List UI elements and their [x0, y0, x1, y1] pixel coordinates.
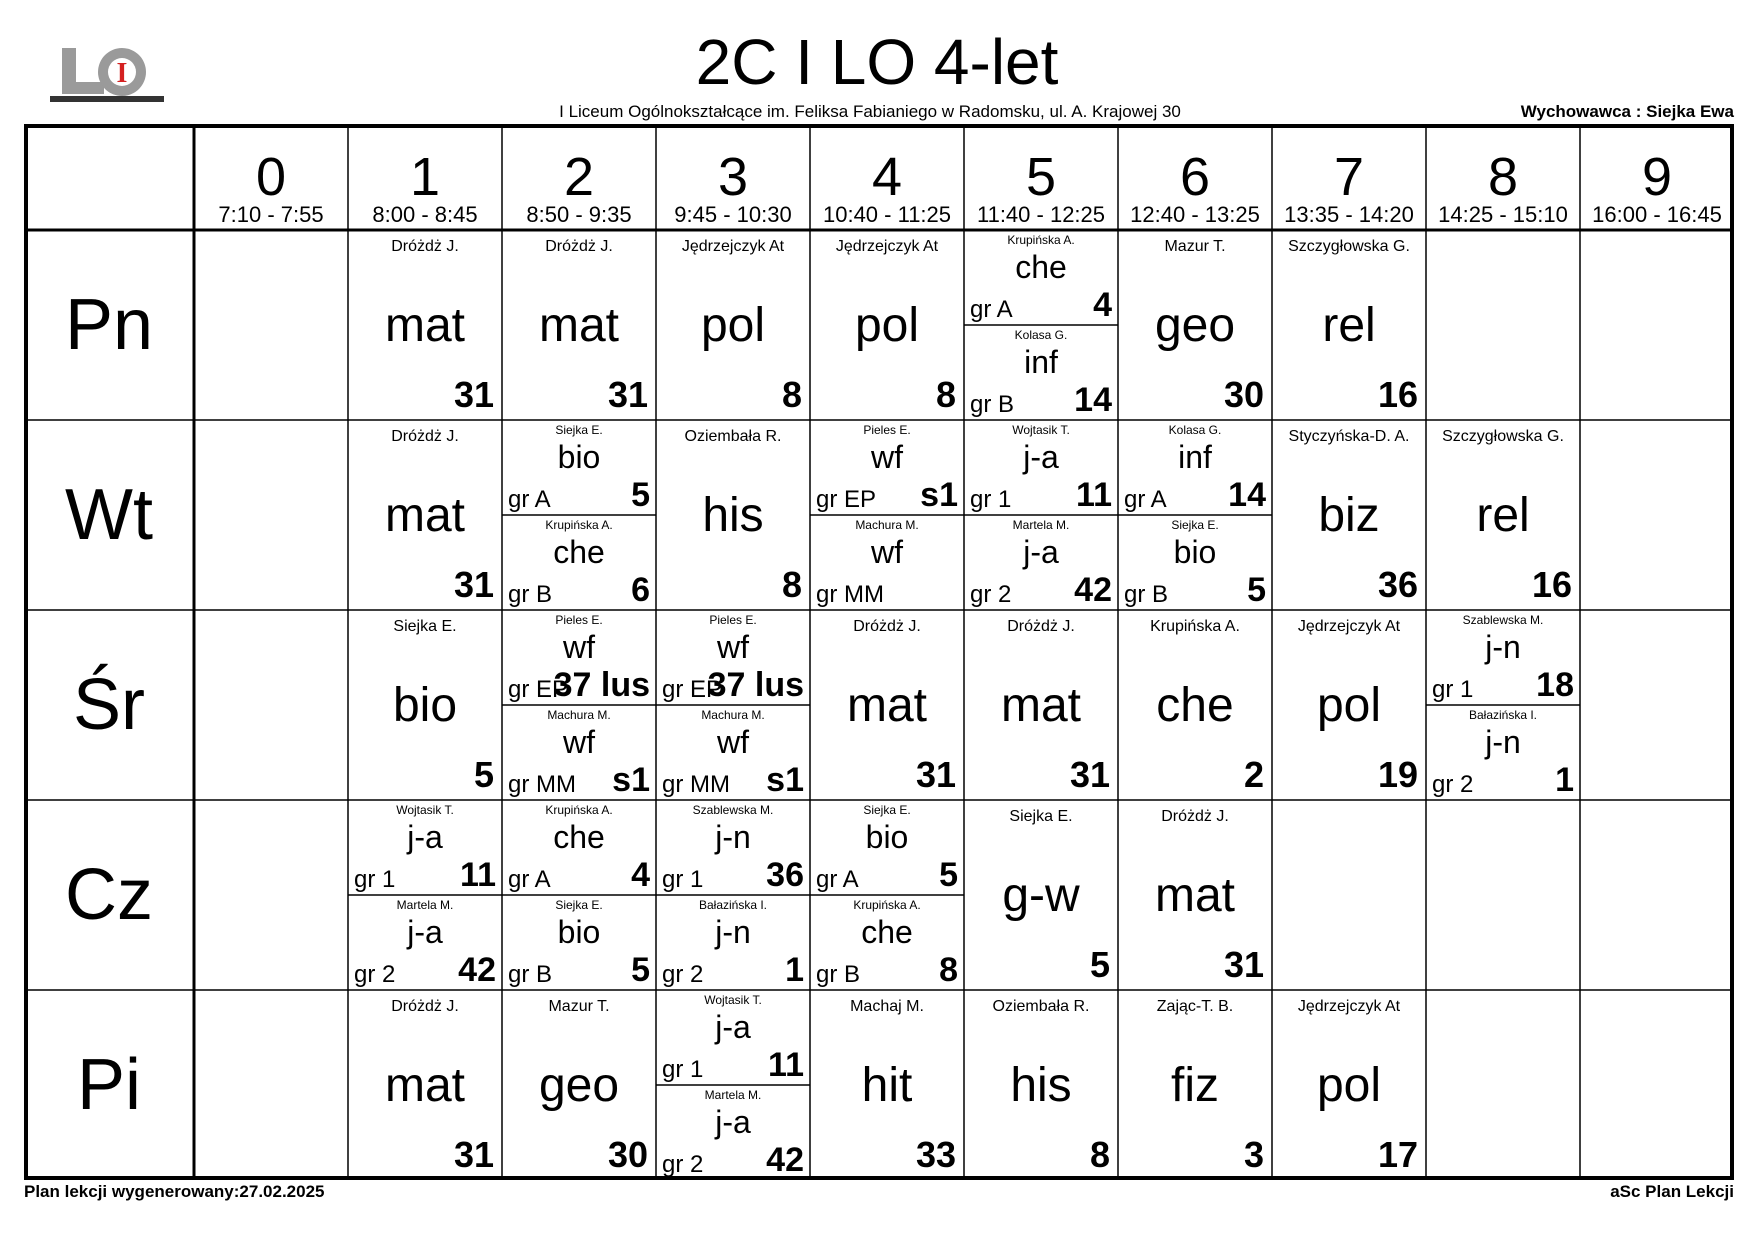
lesson-room: 36: [766, 856, 804, 894]
lesson-cell: [656, 420, 810, 610]
lesson-teacher: Pieles E.: [709, 613, 757, 627]
lesson-subject: wf: [871, 439, 903, 475]
lesson-subject: wf: [717, 724, 749, 760]
period-number: 7: [1333, 147, 1365, 207]
lesson-subject: pol: [700, 299, 766, 352]
period-time: 8:50 - 9:35: [526, 202, 632, 227]
lesson-subject: bio: [557, 914, 601, 950]
lesson-cell: [964, 990, 1118, 1180]
lesson-teacher: Siejka E.: [555, 423, 603, 437]
lesson-teacher: Dróżdż J.: [391, 998, 459, 1015]
lesson-room: 11: [460, 856, 496, 894]
lesson-teacher: Machura M.: [855, 518, 919, 532]
lesson-group-cell: [964, 515, 1118, 610]
day-label: Cz: [65, 855, 153, 935]
lesson-room: 5: [473, 754, 494, 795]
lesson-subject: rel: [1476, 489, 1530, 542]
lesson-teacher: Wojtasik T.: [396, 803, 454, 817]
lesson-room: 5: [631, 476, 650, 514]
lesson-group: gr 1: [970, 486, 1012, 513]
lesson-room: 42: [458, 951, 496, 989]
lesson-teacher: Krupińska A.: [853, 898, 921, 912]
lesson-teacher: Oziembała R.: [992, 998, 1090, 1015]
lesson-group: gr 1: [662, 866, 704, 893]
period-number: 6: [1179, 147, 1211, 207]
lesson-group-cell: [502, 705, 656, 800]
lesson-teacher: Oziembała R.: [684, 428, 782, 445]
lesson-group: gr MM: [662, 771, 730, 798]
lesson-subject: j-a: [1023, 439, 1059, 475]
lesson-room: 3: [1243, 1134, 1264, 1175]
lesson-room: 4: [631, 856, 650, 894]
lesson-group-cell: [502, 895, 656, 990]
timetable-grid: [24, 124, 1734, 1180]
lesson-teacher: Jędrzejczyk At: [1297, 998, 1401, 1015]
period-header: [502, 124, 656, 230]
lesson-room: 31: [607, 374, 648, 415]
lesson-room: s1: [612, 761, 650, 799]
lesson-teacher: Mazur T.: [548, 998, 610, 1015]
lesson-subject: mat: [1000, 679, 1081, 732]
lesson-room: 33: [915, 1134, 956, 1175]
lesson-cell: [964, 800, 1118, 990]
period-number: 2: [563, 147, 595, 207]
lesson-group-cell: [810, 800, 964, 895]
lesson-group: gr A: [1124, 486, 1167, 513]
lesson-room: 31: [915, 754, 956, 795]
lesson-room: 1: [785, 951, 804, 989]
lesson-teacher: Martela M.: [1012, 518, 1070, 532]
lesson-group: gr EP: [662, 676, 723, 703]
lesson-teacher: Dróżdż J.: [391, 428, 459, 445]
lesson-subject: che: [861, 914, 913, 950]
page-title: 2C I LO 4-let: [695, 26, 1059, 98]
lesson-group-cell: [656, 895, 810, 990]
lesson-teacher: Machura M.: [547, 708, 611, 722]
lesson-teacher: Krupińska A.: [1150, 618, 1240, 635]
lesson-group: gr A: [508, 866, 551, 893]
lesson-subject: fiz: [1171, 1059, 1219, 1112]
lesson-group-cell: [964, 230, 1118, 325]
period-time: 12:40 - 13:25: [1130, 202, 1260, 227]
lesson-room: 8: [939, 951, 958, 989]
day-label: Pn: [64, 285, 154, 365]
lesson-room: 42: [1074, 571, 1112, 609]
period-time: 7:10 - 7:55: [218, 202, 324, 227]
lesson-teacher: Dróżdż J.: [545, 238, 613, 255]
lesson-teacher: Siejka E.: [1009, 808, 1073, 825]
day-label: Pi: [76, 1045, 142, 1125]
lesson-teacher: Martela M.: [396, 898, 454, 912]
lesson-room: 16: [1531, 564, 1572, 605]
lesson-subject: hit: [861, 1059, 913, 1112]
lesson-group-cell: [502, 515, 656, 610]
lesson-room: 8: [781, 374, 802, 415]
lesson-subject: inf: [1178, 439, 1212, 475]
period-time: 11:40 - 12:25: [976, 202, 1106, 227]
lesson-teacher: Krupińska A.: [1007, 233, 1075, 247]
lesson-group: gr MM: [508, 771, 576, 798]
period-time: 8:00 - 8:45: [372, 202, 478, 227]
lesson-room: 1: [1555, 761, 1574, 799]
lesson-subject: wf: [717, 629, 749, 665]
lesson-teacher: Krupińska A.: [545, 518, 613, 532]
lesson-room: 5: [631, 951, 650, 989]
lesson-teacher: Siejka E.: [393, 618, 457, 635]
lesson-subject: j-a: [715, 1009, 751, 1045]
lesson-teacher: Kolasa G.: [1168, 423, 1222, 437]
lesson-subject: pol: [854, 299, 920, 352]
period-time: 9:45 - 10:30: [674, 202, 792, 227]
svg-text:I: I: [116, 58, 128, 89]
period-number: 9: [1641, 147, 1673, 207]
lesson-room: 5: [1247, 571, 1266, 609]
lesson-group-cell: [348, 800, 502, 895]
lesson-room: 5: [1089, 944, 1110, 985]
lesson-teacher: Jędrzejczyk At: [835, 238, 939, 255]
period-number: 8: [1487, 147, 1519, 207]
period-header: [964, 124, 1118, 230]
lesson-teacher: Pieles E.: [863, 423, 911, 437]
lesson-room: 11: [768, 1046, 804, 1084]
lesson-teacher: Szczygłowska G.: [1442, 428, 1564, 445]
lesson-room: 4: [1093, 286, 1112, 324]
lesson-group-cell: [810, 420, 964, 515]
lesson-room: 37 lus: [707, 666, 804, 704]
lesson-teacher: Dróżdż J.: [1007, 618, 1075, 635]
lesson-cell: [1272, 230, 1426, 420]
lesson-room: 36: [1377, 564, 1418, 605]
lesson-group-cell: [810, 895, 964, 990]
lesson-room: 17: [1377, 1134, 1418, 1175]
lesson-room: 6: [631, 571, 650, 609]
lesson-teacher: Krupińska A.: [545, 803, 613, 817]
lesson-subject: wf: [563, 629, 595, 665]
period-header: [194, 124, 348, 230]
lesson-teacher: Bałazińska I.: [1468, 708, 1538, 722]
lesson-group-cell: [810, 515, 964, 610]
period-time: 10:40 - 11:25: [822, 202, 952, 227]
lesson-group: gr 1: [354, 866, 396, 893]
lesson-cell: [1272, 610, 1426, 800]
lesson-group: gr A: [508, 486, 551, 513]
lesson-room: 42: [766, 1141, 804, 1179]
period-header: [1580, 124, 1734, 230]
lesson-group: gr B: [1124, 581, 1169, 608]
lesson-teacher: Szczygłowska G.: [1288, 238, 1410, 255]
lesson-group-cell: [656, 610, 810, 705]
lesson-room: s1: [766, 761, 804, 799]
period-header: [1272, 124, 1426, 230]
lesson-room: 31: [453, 564, 494, 605]
day-label: Wt: [65, 475, 153, 555]
lesson-subject: mat: [384, 299, 465, 352]
lesson-teacher: Wojtasik T.: [1012, 423, 1070, 437]
lesson-group: gr 2: [970, 581, 1012, 608]
lesson-subject: mat: [846, 679, 927, 732]
period-number: 4: [871, 147, 903, 207]
lesson-cell: [348, 230, 502, 420]
lesson-subject: his: [1010, 1059, 1072, 1112]
lesson-group: gr 2: [354, 961, 396, 988]
lesson-subject: biz: [1318, 489, 1380, 542]
period-number: 5: [1025, 147, 1057, 207]
lesson-room: 31: [1223, 944, 1264, 985]
lesson-subject: geo: [538, 1059, 620, 1112]
lesson-group: gr A: [816, 866, 859, 893]
day-label: Śr: [73, 665, 145, 745]
lesson-subject: mat: [384, 1059, 465, 1112]
lesson-group: gr B: [970, 391, 1015, 418]
period-header: [810, 124, 964, 230]
lesson-room: 31: [453, 374, 494, 415]
period-number: 3: [717, 147, 749, 207]
lesson-room: 5: [939, 856, 958, 894]
lesson-room: 30: [607, 1134, 648, 1175]
lesson-cell: [1118, 230, 1272, 420]
lesson-subject: pol: [1316, 679, 1382, 732]
lesson-subject: mat: [384, 489, 465, 542]
lesson-group-cell: [1118, 515, 1272, 610]
lesson-group-cell: [1118, 420, 1272, 515]
lesson-subject: j-a: [1023, 534, 1059, 570]
lesson-cell: [1118, 990, 1272, 1180]
lesson-subject: geo: [1154, 299, 1236, 352]
lesson-subject: j-n: [1485, 724, 1521, 760]
lesson-group-cell: [1426, 705, 1580, 800]
lesson-cell: [348, 990, 502, 1180]
lesson-group: gr B: [508, 581, 553, 608]
lesson-group: gr 1: [662, 1056, 704, 1083]
lesson-cell: [502, 230, 656, 420]
lesson-room: 8: [935, 374, 956, 415]
lesson-subject: bio: [392, 679, 458, 732]
lesson-teacher: Jędrzejczyk At: [681, 238, 785, 255]
lesson-room: 14: [1228, 476, 1266, 514]
lesson-teacher: Machura M.: [701, 708, 765, 722]
lesson-teacher: Szablewska M.: [692, 803, 774, 817]
lesson-group-cell: [964, 325, 1118, 420]
lesson-group: gr B: [816, 961, 861, 988]
lesson-room: 31: [453, 1134, 494, 1175]
lesson-cell: [810, 990, 964, 1180]
lesson-teacher: Bałazińska I.: [698, 898, 768, 912]
lesson-teacher: Zając-T. B.: [1156, 998, 1234, 1015]
lesson-cell: [1118, 610, 1272, 800]
period-time: 13:35 - 14:20: [1284, 202, 1414, 227]
lesson-group-cell: [502, 610, 656, 705]
period-header: [1426, 124, 1580, 230]
lesson-teacher: Dróżdż J.: [391, 238, 459, 255]
lesson-cell: [964, 610, 1118, 800]
lesson-subject: g-w: [1002, 869, 1080, 922]
lesson-cell: [810, 610, 964, 800]
lesson-room: 8: [1089, 1134, 1110, 1175]
lesson-room: 16: [1377, 374, 1418, 415]
lesson-cell: [502, 990, 656, 1180]
period-time: 14:25 - 15:10: [1438, 202, 1568, 227]
lesson-cell: [348, 610, 502, 800]
lesson-subject: mat: [1154, 869, 1235, 922]
lesson-group-cell: [502, 420, 656, 515]
lesson-group: gr MM: [816, 581, 884, 608]
lesson-subject: wf: [563, 724, 595, 760]
lesson-room: 11: [1076, 476, 1112, 514]
lesson-teacher: Styczyńska-D. A.: [1288, 428, 1410, 445]
lesson-room: s1: [920, 476, 958, 514]
lesson-subject: j-n: [715, 914, 751, 950]
period-header: [1118, 124, 1272, 230]
lesson-room: 2: [1243, 754, 1264, 795]
lesson-group-cell: [656, 800, 810, 895]
lesson-teacher: Szablewska M.: [1462, 613, 1544, 627]
lesson-teacher: Mazur T.: [1164, 238, 1226, 255]
lesson-subject: inf: [1024, 344, 1058, 380]
period-header: [348, 124, 502, 230]
lesson-subject: rel: [1322, 299, 1376, 352]
lesson-group: gr 2: [662, 1151, 704, 1178]
software-name: aSc Plan Lekcji: [1610, 1182, 1734, 1201]
lesson-cell: [656, 230, 810, 420]
period-header: [656, 124, 810, 230]
lesson-cell: [1272, 990, 1426, 1180]
lesson-cell: [810, 230, 964, 420]
lesson-teacher: Kolasa G.: [1014, 328, 1068, 342]
lesson-group-cell: [656, 1085, 810, 1180]
lesson-subject: wf: [871, 534, 903, 570]
lesson-group-cell: [656, 705, 810, 800]
lesson-teacher: Dróżdż J.: [853, 618, 921, 635]
lesson-subject: his: [702, 489, 764, 542]
lesson-subject: j-a: [715, 1104, 751, 1140]
lesson-subject: che: [553, 819, 605, 855]
period-number: 0: [255, 147, 287, 207]
lesson-room: 31: [1069, 754, 1110, 795]
lesson-teacher: Siejka E.: [863, 803, 911, 817]
lesson-room: 8: [781, 564, 802, 605]
lesson-teacher: Martela M.: [704, 1088, 762, 1102]
lesson-subject: che: [1015, 249, 1067, 285]
lesson-room: 30: [1223, 374, 1264, 415]
school-name: I Liceum Ogólnokształcące im. Feliksa Fabianiego w Radomsku, ul. A. Krajowej 30: [559, 102, 1181, 121]
lesson-subject: mat: [538, 299, 619, 352]
lesson-subject: j-n: [715, 819, 751, 855]
lesson-subject: j-n: [1485, 629, 1521, 665]
lesson-group: gr 2: [662, 961, 704, 988]
lesson-subject: bio: [557, 439, 601, 475]
lesson-cell: [1426, 420, 1580, 610]
lesson-room: 19: [1377, 754, 1418, 795]
lesson-group-cell: [348, 895, 502, 990]
lesson-cell: [1272, 420, 1426, 610]
lesson-group: gr 2: [1432, 771, 1474, 798]
lesson-room: 37 lus: [553, 666, 650, 704]
lesson-cell: [1118, 800, 1272, 990]
lesson-group-cell: [964, 420, 1118, 515]
lesson-group-cell: [1426, 610, 1580, 705]
period-number: 1: [409, 147, 441, 207]
lesson-subject: j-a: [407, 819, 443, 855]
lesson-teacher: Machaj M.: [850, 998, 924, 1015]
lesson-group-cell: [502, 800, 656, 895]
lesson-room: 14: [1074, 381, 1112, 419]
lesson-subject: che: [553, 534, 605, 570]
lesson-subject: bio: [865, 819, 909, 855]
lesson-room: 18: [1536, 666, 1574, 704]
lesson-cell: [348, 420, 502, 610]
period-time: 16:00 - 16:45: [1592, 202, 1722, 227]
lesson-teacher: Dróżdż J.: [1161, 808, 1229, 825]
lesson-subject: che: [1156, 679, 1234, 732]
lesson-teacher: Jędrzejczyk At: [1297, 618, 1401, 635]
lesson-group: gr 1: [1432, 676, 1474, 703]
lesson-subject: pol: [1316, 1059, 1382, 1112]
lesson-teacher: Siejka E.: [555, 898, 603, 912]
lesson-teacher: Wojtasik T.: [704, 993, 762, 1007]
lesson-subject: bio: [1173, 534, 1217, 570]
lesson-group: gr EP: [816, 486, 877, 513]
lesson-teacher: Pieles E.: [555, 613, 603, 627]
lesson-group: gr A: [970, 296, 1013, 323]
class-teacher: Wychowawca : Siejka Ewa: [1520, 102, 1734, 121]
lesson-subject: j-a: [407, 914, 443, 950]
generated-date: Plan lekcji wygenerowany:27.02.2025: [24, 1182, 325, 1201]
lesson-group-cell: [656, 990, 810, 1085]
lesson-group: gr B: [508, 961, 553, 988]
lesson-group: gr EP: [508, 676, 569, 703]
lesson-teacher: Siejka E.: [1171, 518, 1219, 532]
